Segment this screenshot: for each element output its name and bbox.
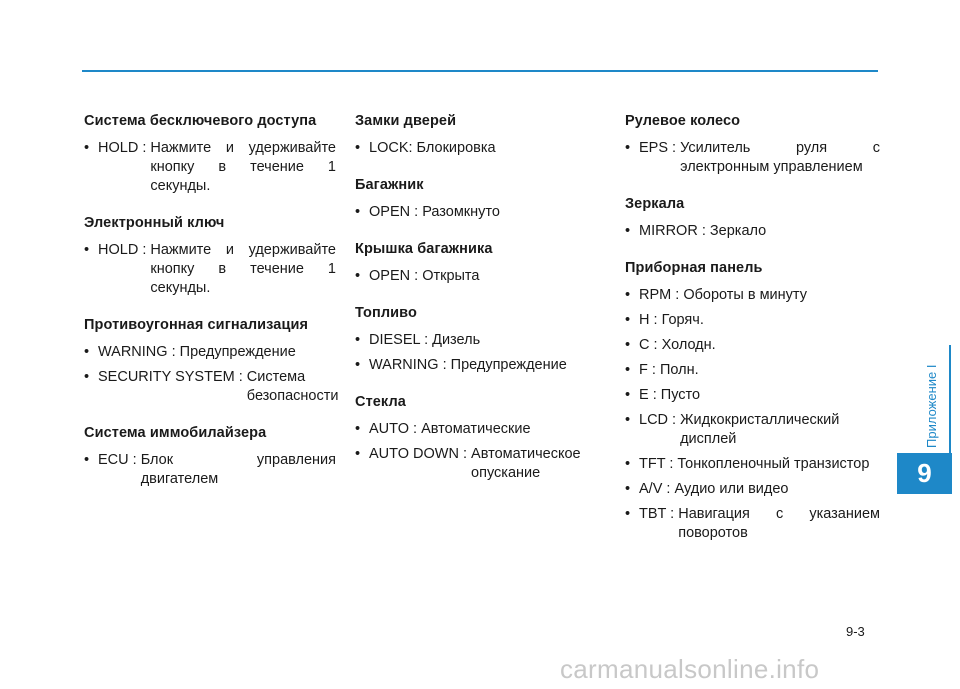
- item-definition: Навигация с указанием поворотов: [678, 506, 880, 541]
- item-body: [639, 336, 880, 355]
- item-definition: Обороты в минуту: [683, 287, 807, 303]
- page-number: 9-3: [846, 624, 865, 639]
- bullet-icon: •: [625, 312, 631, 328]
- item-term: DIESEL :: [369, 332, 433, 348]
- chapter-tab[interactable]: 9: [897, 453, 952, 494]
- chapter-side-label: Приложение I: [924, 364, 939, 448]
- section: [84, 112, 336, 196]
- item-term: WARNING :: [98, 344, 180, 360]
- item-term: TBT :: [639, 506, 679, 522]
- list-item: [625, 222, 880, 241]
- bullet-icon: •: [355, 268, 361, 284]
- item-term: AUTO :: [369, 421, 422, 437]
- list-item: [625, 505, 880, 543]
- top-rule: [82, 70, 878, 72]
- item-term: LCD :: [639, 412, 681, 428]
- item-term: A/V :: [639, 481, 675, 497]
- item-body: [639, 411, 880, 449]
- item-body: [639, 386, 880, 405]
- item-body: [639, 139, 880, 177]
- list-item: [625, 361, 880, 380]
- item-term: F :: [639, 362, 660, 378]
- item-definition: Усилитель руля с электронным управлением: [680, 140, 880, 175]
- item-definition: Предупреждение: [450, 357, 567, 373]
- list-item: [84, 368, 339, 406]
- item-term: AUTO DOWN :: [369, 446, 472, 462]
- list-item: [355, 356, 607, 375]
- bullet-icon: •: [84, 344, 90, 360]
- list-item: [355, 267, 607, 286]
- item-definition: Нажмите и удерживайте кнопку в течение 1 секунды.: [150, 140, 336, 194]
- list-item: [84, 343, 336, 362]
- item-term: OPEN :: [369, 204, 423, 220]
- item-body: [639, 455, 880, 474]
- item-definition: Горяч.: [661, 312, 704, 328]
- item-body: [98, 139, 336, 196]
- bullet-icon: •: [84, 369, 90, 385]
- bullet-icon: •: [84, 242, 90, 258]
- item-definition: Открыта: [422, 268, 480, 284]
- bullet-icon: •: [625, 387, 631, 403]
- item-definition: Автоматические: [421, 421, 531, 437]
- item-body: [639, 361, 880, 380]
- section: [84, 316, 339, 406]
- section: [625, 112, 880, 177]
- item-body: [369, 356, 607, 375]
- item-definition: Автоматическое опускание: [471, 446, 581, 481]
- bullet-icon: •: [355, 421, 361, 437]
- item-body: [639, 480, 880, 499]
- item-definition: Холодн.: [661, 337, 716, 353]
- bullet-icon: •: [355, 446, 361, 462]
- item-term: TFT :: [639, 456, 678, 472]
- list-item: [355, 203, 607, 222]
- item-body: [98, 451, 336, 489]
- item-term: EPS :: [639, 140, 681, 156]
- list-item: [625, 386, 880, 405]
- bullet-icon: •: [355, 332, 361, 348]
- item-definition: Зеркало: [709, 223, 767, 239]
- list-item: [355, 331, 607, 350]
- section: [355, 176, 607, 222]
- section-heading: Электронный ключ: [84, 215, 225, 231]
- list-item: [355, 420, 607, 439]
- section: [355, 240, 607, 286]
- bullet-icon: •: [625, 223, 631, 239]
- section: [355, 112, 607, 158]
- item-body: [369, 445, 607, 483]
- section-heading: Крышка багажника: [355, 241, 493, 257]
- item-body: [369, 267, 607, 286]
- list-item: [84, 241, 336, 298]
- item-body: [639, 286, 880, 305]
- item-term: ECU :: [98, 452, 141, 468]
- bullet-icon: •: [84, 452, 90, 468]
- section: [84, 424, 336, 489]
- item-definition: Блок управления двигателем: [140, 452, 336, 487]
- watermark: carmanualsonline.info: [560, 654, 820, 684]
- section: [625, 259, 880, 543]
- bullet-icon: •: [625, 337, 631, 353]
- bullet-icon: •: [625, 287, 631, 303]
- list-item: [84, 451, 336, 489]
- item-body: [98, 368, 338, 406]
- bullet-icon: •: [84, 140, 90, 156]
- section: [625, 195, 880, 241]
- item-body: [639, 505, 880, 543]
- item-term: MIRROR :: [639, 223, 710, 239]
- bullet-icon: •: [625, 140, 631, 156]
- side-rule: [949, 345, 951, 453]
- item-definition: Предупреждение: [179, 344, 296, 360]
- list-item: [625, 286, 880, 305]
- list-item: [84, 139, 336, 196]
- item-term: HOLD :: [98, 242, 151, 258]
- list-item: [625, 336, 880, 355]
- bullet-icon: •: [355, 140, 361, 156]
- item-term: E :: [639, 387, 661, 403]
- item-term: RPM :: [639, 287, 684, 303]
- section-heading: Замки дверей: [355, 113, 457, 129]
- section-heading: Зеркала: [625, 196, 685, 212]
- item-body: [639, 311, 880, 330]
- item-definition: Разомкнуто: [422, 204, 500, 220]
- column-2: [355, 112, 607, 501]
- section-heading: Система бесключевого доступа: [84, 113, 317, 129]
- item-body: [98, 343, 336, 362]
- list-item: [625, 411, 880, 449]
- list-item: [355, 445, 607, 483]
- item-definition: Блокировка: [416, 140, 496, 156]
- item-definition: Система безопасности: [246, 369, 339, 404]
- item-term: WARNING :: [369, 357, 451, 373]
- bullet-icon: •: [625, 506, 631, 522]
- item-term: LOCK:: [369, 140, 417, 156]
- list-item: [625, 311, 880, 330]
- item-definition: Полн.: [659, 362, 699, 378]
- item-definition: Тонкопленочный транзистор: [677, 456, 870, 472]
- item-body: [369, 139, 607, 158]
- section: [355, 393, 607, 483]
- section: [84, 214, 336, 298]
- item-definition: Нажмите и удерживайте кнопку в течение 1 секунды.: [150, 242, 336, 296]
- item-body: [639, 222, 880, 241]
- section-heading: Рулевое колесо: [625, 113, 741, 129]
- item-definition: Дизель: [432, 332, 481, 348]
- column-3: [625, 112, 880, 561]
- list-item: [625, 480, 880, 499]
- bullet-icon: •: [355, 357, 361, 373]
- section-heading: Система иммобилайзера: [84, 425, 267, 441]
- bullet-icon: •: [625, 362, 631, 378]
- item-body: [98, 241, 336, 298]
- section-heading: Стекла: [355, 394, 406, 410]
- section-heading: Багажник: [355, 177, 424, 193]
- bullet-icon: •: [625, 481, 631, 497]
- section-heading: Приборная панель: [625, 260, 763, 276]
- item-term: OPEN :: [369, 268, 423, 284]
- section-heading: Противоугонная сигнализация: [84, 317, 309, 333]
- section-heading: Топливо: [355, 305, 417, 321]
- list-item: [355, 139, 607, 158]
- bullet-icon: •: [625, 412, 631, 428]
- column-1: [84, 112, 339, 507]
- item-definition: Аудио или видео: [674, 481, 789, 497]
- item-term: H :: [639, 312, 662, 328]
- bullet-icon: •: [355, 204, 361, 220]
- item-body: [369, 331, 607, 350]
- list-item: [625, 139, 880, 177]
- item-body: [369, 420, 607, 439]
- item-term: C :: [639, 337, 662, 353]
- item-term: SECURITY SYSTEM :: [98, 369, 247, 385]
- item-body: [369, 203, 607, 222]
- list-item: [625, 455, 880, 474]
- item-term: HOLD :: [98, 140, 151, 156]
- item-definition: Пусто: [660, 387, 701, 403]
- item-definition: Жидкокристаллический дисплей: [680, 412, 840, 447]
- bullet-icon: •: [625, 456, 631, 472]
- section: [355, 304, 607, 375]
